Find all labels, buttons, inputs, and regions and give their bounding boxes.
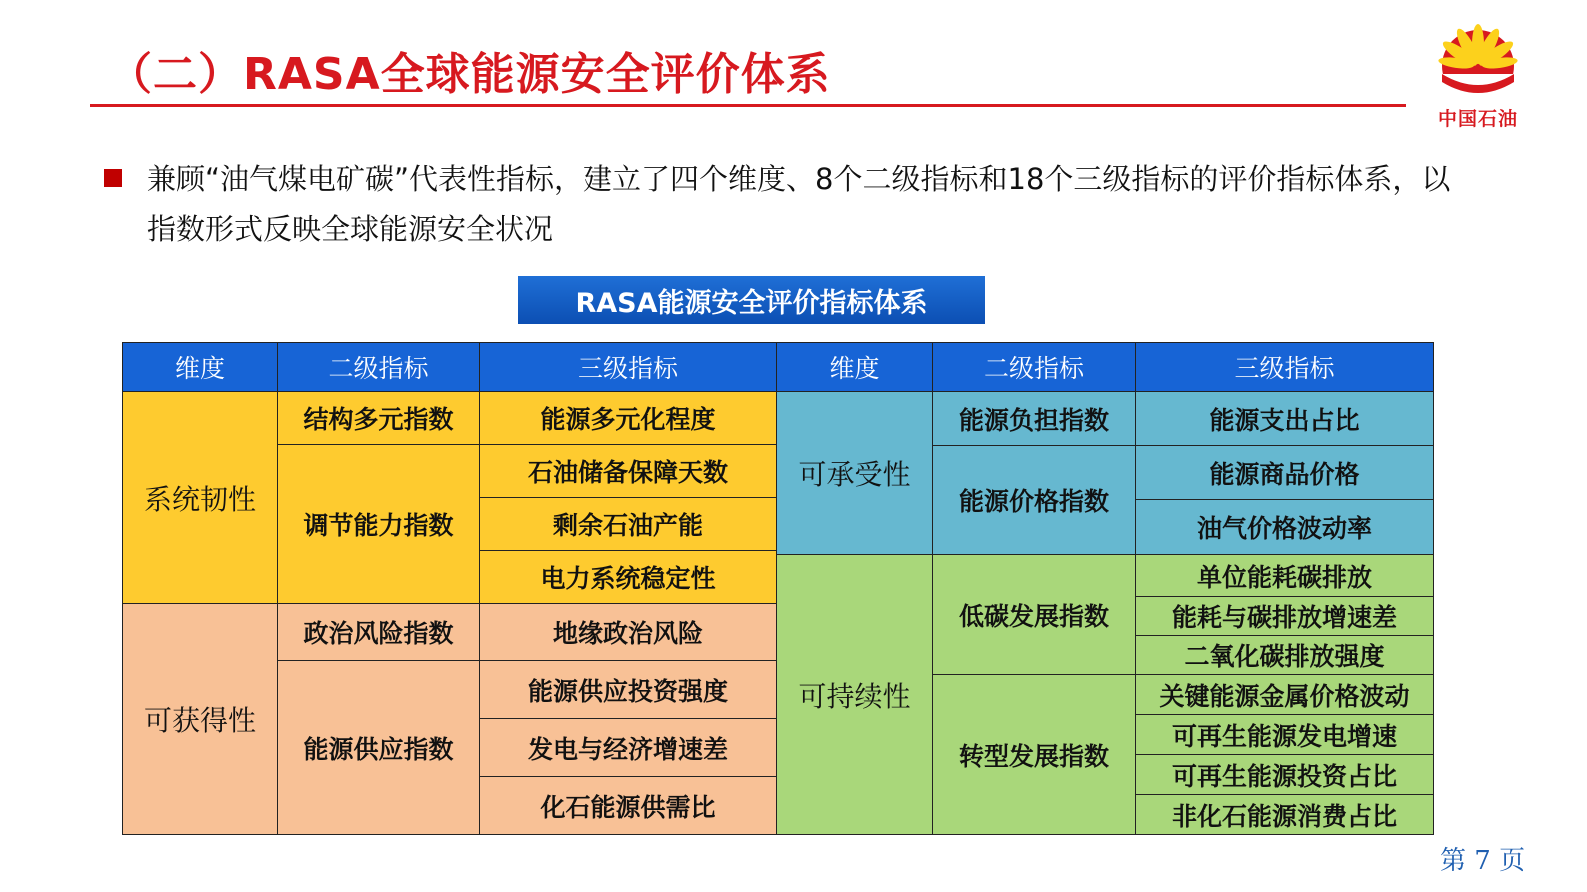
logo (1428, 20, 1528, 130)
level3-carbon-per-energy: 单位能耗碳排放 (1135, 554, 1434, 597)
level3-energy-expenditure: 能源支出占比 (1135, 391, 1434, 446)
level3-commodity-price: 能源商品价格 (1135, 445, 1434, 500)
dimension-affordability: 可承受性 (776, 391, 933, 555)
level3-renewable-growth: 可再生能源发电增速 (1135, 714, 1434, 755)
table-header-level3-left: 三级指标 (479, 342, 777, 392)
level2-energy-price: 能源价格指数 (932, 445, 1136, 555)
level3-power-economy-gap: 发电与经济增速差 (479, 718, 777, 777)
level2-transition: 转型发展指数 (932, 674, 1136, 835)
level3-spare-oil-capacity: 剩余石油产能 (479, 497, 777, 551)
dimension-availability: 可获得性 (122, 603, 278, 835)
indicator-table (122, 342, 1434, 835)
level3-oil-gas-volatility: 油气价格波动率 (1135, 499, 1434, 555)
level2-energy-burden: 能源负担指数 (932, 391, 1136, 446)
dimension-sustainability: 可持续性 (776, 554, 933, 835)
page-number: 第 7 页 (1440, 846, 1526, 876)
table-header-level2-left: 二级指标 (277, 342, 480, 392)
level2-low-carbon: 低碳发展指数 (932, 554, 1136, 675)
level2-structure-diversity: 结构多元指数 (277, 391, 480, 445)
table-header-level3-right: 三级指标 (1135, 342, 1434, 392)
bullet-text: 兼顾“油气煤电矿碳”代表性指标，建立了四个维度、8个二级指标和18个三级指标的评价指标体系，以指数形式反映全球能源安全状况 (147, 162, 1451, 246)
level3-metal-price-volatility: 关键能源金属价格波动 (1135, 674, 1434, 715)
logo-text: 中国石油 (1437, 108, 1518, 130)
level3-geopolitical-risk: 地缘政治风险 (479, 603, 777, 661)
table-header-dimension-right: 维度 (776, 342, 933, 392)
level3-non-fossil-share: 非化石能源消费占比 (1135, 794, 1434, 835)
level3-renewable-investment: 可再生能源投资占比 (1135, 754, 1434, 795)
petrochina-logo-icon (1428, 20, 1528, 104)
level3-supply-investment: 能源供应投资强度 (479, 660, 777, 719)
level3-fossil-supply-demand: 化石能源供需比 (479, 776, 777, 835)
page-title: （二）RASA全球能源安全评价体系 (108, 49, 831, 100)
level2-political-risk: 政治风险指数 (277, 603, 480, 661)
level2-energy-supply: 能源供应指数 (277, 660, 480, 835)
table-header-dimension-left: 维度 (122, 342, 278, 392)
level3-oil-reserve-days: 石油储备保障天数 (479, 444, 777, 498)
level3-energy-diversification: 能源多元化程度 (479, 391, 777, 445)
dimension-resilience: 系统韧性 (122, 391, 278, 604)
bullet-square-icon (104, 169, 122, 187)
level3-energy-carbon-gap: 能耗与碳排放增速差 (1135, 596, 1434, 636)
level3-co2-intensity: 二氧化碳排放强度 (1135, 635, 1434, 675)
table-subtitle: RASA能源安全评价指标体系 (518, 276, 985, 324)
level2-regulation-capacity: 调节能力指数 (277, 444, 480, 604)
level3-power-stability: 电力系统稳定性 (479, 550, 777, 604)
title-divider (90, 104, 1406, 107)
table-header-level2-right: 二级指标 (932, 342, 1136, 392)
